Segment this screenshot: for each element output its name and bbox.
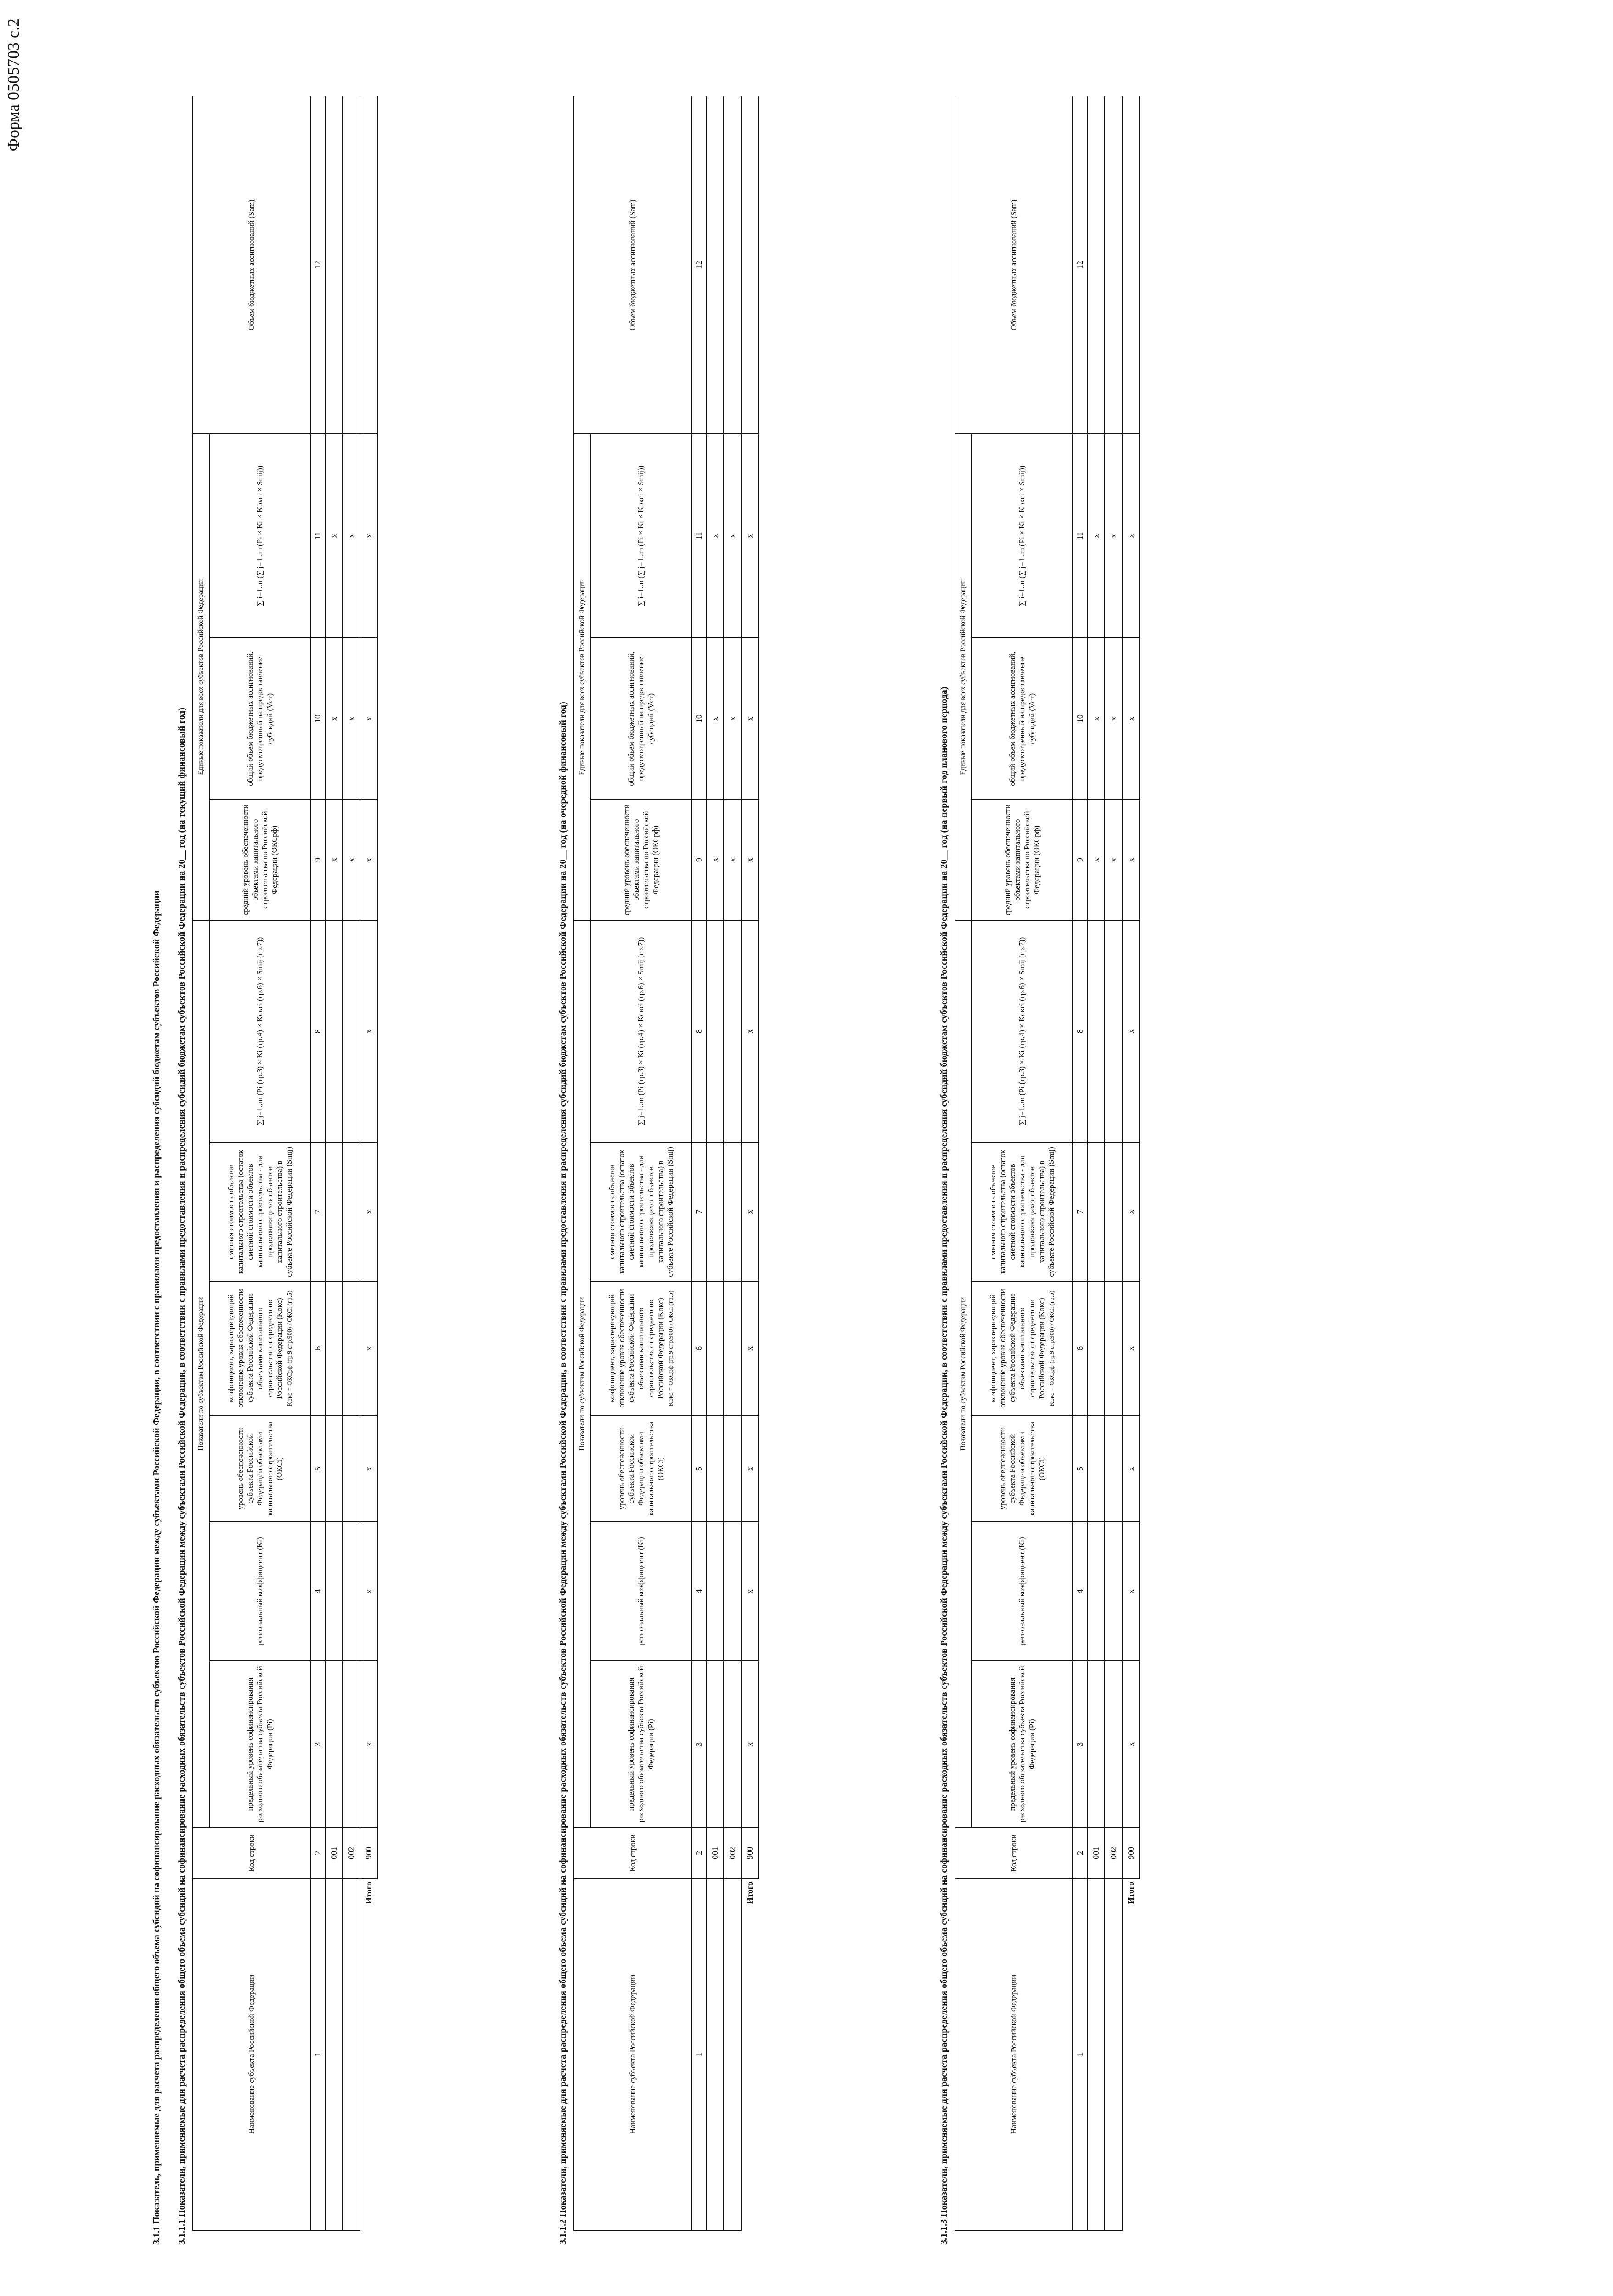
indicators-table — [192, 96, 378, 2231]
section-title: 3.1.1.2 Показатели, применяемые для расчета распределения общего объема субсидий на софинансирование расходных обязательств субъектов Российской Федерации между субъектами Российской Федерации, в соответствии с правилами предоставления и распределения субсидий бюджетам субъектов Российской Федерации на 20__ год (на очередной финансовый год) — [558, 702, 568, 2245]
header-c7: сметная стоимость объектов капитального строительства (остаток сметной стоимости объектов капитального строительства - для продолжающихся объектов капитального строительства) в субъекте Российской Федерации (Smij) — [972, 1142, 1073, 1281]
header-group-subject: Показатели по субъектам Российской Федерации — [955, 920, 972, 1828]
col-num: 12 — [1073, 96, 1087, 434]
cell-x: x — [1122, 800, 1140, 920]
cell-x: x — [360, 1522, 377, 1660]
cell-input[interactable] — [724, 1142, 741, 1281]
cell-input[interactable] — [706, 1142, 724, 1281]
cell-x: x — [741, 638, 759, 800]
col-num: 5 — [310, 1416, 325, 1522]
cell-x: x — [1087, 638, 1105, 800]
col-num: 1 — [310, 1879, 325, 2230]
total-row — [360, 96, 377, 2230]
cell-input[interactable] — [706, 96, 724, 434]
cell-input[interactable] — [325, 1281, 343, 1415]
header-c6-formula: Kокс = ОКСрф (гр.9 стр.900) / ОКСi (гр.5) — [668, 1290, 674, 1407]
cell-input[interactable] — [325, 1522, 343, 1660]
cell-input[interactable] — [325, 1142, 343, 1281]
cell-x: x — [360, 1142, 377, 1281]
cell-subject-name[interactable] — [325, 1879, 343, 2230]
header-group-common: Единые показатели для всех субъектов Российской Федерации — [574, 434, 590, 920]
table-row — [706, 96, 724, 2230]
header-c9: средний уровень обеспеченности объектами капитального строительства по Российской Федерации (ОКСрф) — [972, 800, 1073, 920]
col-num: 7 — [310, 1142, 325, 1281]
form-code: Форма 0505703 с.2 — [4, 18, 22, 152]
column-number-row — [1073, 96, 1087, 2230]
total-label: Итого — [745, 1881, 755, 1904]
col-num: 4 — [691, 1522, 706, 1660]
cell-x: x — [360, 638, 377, 800]
cell-input[interactable] — [325, 920, 343, 1142]
indicators-table — [955, 96, 1140, 2231]
cell-input[interactable] — [724, 1661, 741, 1828]
section-title: 3.1.1.1 Показатели, применяемые для расчета распределения общего объема субсидий на софинансирование расходных обязательств субъектов Российской Федерации между субъектами Российской Федерации, в соответствии с правилами предоставления и распределения субсидий бюджетам субъектов Российской Федерации на 20__ год (на текущий финансовый год) — [177, 707, 187, 2245]
cell-input[interactable] — [706, 920, 724, 1142]
cell-x: x — [343, 434, 360, 638]
header-row-code: Код строки — [574, 1828, 691, 1879]
header-c6-text: коэффициент, характеризующий отклонение уровня обеспеченности субъекта Российской Федерации объектами капитального строительства от среднего по Российской Федерации (Kокс) — [988, 1289, 1046, 1408]
header-c3: предельный уровень софинансирования расходного обязательства субъекта Российской Федерации (Pi) — [972, 1661, 1073, 1828]
col-num: 1 — [1073, 1879, 1087, 2230]
header-c5: уровень обеспеченности субъекта Российской Федерации объектами капитального строительства (ОКСi) — [590, 1416, 691, 1522]
total-label: Итого — [364, 1881, 374, 1904]
cell-x: x — [325, 638, 343, 800]
col-num: 9 — [691, 800, 706, 920]
total-row — [1122, 96, 1140, 2230]
cell-x: x — [1122, 1416, 1140, 1522]
cell-input[interactable] — [1087, 1661, 1105, 1828]
header-c5: уровень обеспеченности субъекта Российской Федерации объектами капитального строительства (ОКСi) — [972, 1416, 1073, 1522]
cell-row-code: 001 — [325, 1828, 343, 1879]
header-c4: региональный коэффициент (Ki) — [590, 1522, 691, 1660]
col-num: 8 — [1073, 920, 1087, 1142]
cell-x: x — [1087, 434, 1105, 638]
header-c11-formula: ∑ i=1..n (∑ j=1..m (Pi × Ki × Kоксi × Smij)) — [972, 434, 1073, 638]
header-c9: средний уровень обеспеченности объектами капитального строительства по Российской Федерации (ОКСрф) — [209, 800, 310, 920]
header-volume: Объем бюджетных ассигнований (Sam) — [574, 96, 691, 434]
header-c10: общий объем бюджетных ассигнований, предусмотренный на предоставление субсидий (Vст) — [590, 638, 691, 800]
header-volume: Объем бюджетных ассигнований (Sam) — [193, 96, 310, 434]
col-num: 10 — [310, 638, 325, 800]
header-subject-name: Наименование субъекта Российской Федерации — [955, 1879, 1073, 2230]
cell-x: x — [1122, 434, 1140, 638]
header-subject-name: Наименование субъекта Российской Федерации — [193, 1879, 310, 2230]
cell-input[interactable] — [325, 96, 343, 434]
cell-x: x — [343, 638, 360, 800]
cell-x: x — [1087, 800, 1105, 920]
header-row-code: Код строки — [955, 1828, 1073, 1879]
cell-input[interactable] — [343, 1281, 360, 1415]
cell-input[interactable] — [724, 1522, 741, 1660]
col-num: 3 — [310, 1661, 325, 1828]
cell-input[interactable] — [343, 1522, 360, 1660]
cell-input[interactable] — [706, 1416, 724, 1522]
cell-x: x — [1105, 800, 1122, 920]
col-num: 8 — [691, 920, 706, 1142]
cell-x: x — [741, 800, 759, 920]
total-code: 900 — [1122, 1828, 1140, 1879]
col-num: 10 — [691, 638, 706, 800]
cell-subject-name[interactable] — [343, 1879, 360, 2230]
col-num: 10 — [1073, 638, 1087, 800]
cell-x: x — [741, 1661, 759, 1828]
cell-row-code: 001 — [1087, 1828, 1105, 1879]
cell-input[interactable] — [1087, 1281, 1105, 1415]
col-num: 2 — [1073, 1828, 1087, 1879]
col-num: 3 — [1073, 1661, 1087, 1828]
column-number-row — [691, 96, 706, 2230]
cell-input[interactable] — [343, 920, 360, 1142]
col-num: 12 — [691, 96, 706, 434]
col-num: 4 — [310, 1522, 325, 1660]
cell-x: x — [360, 1281, 377, 1415]
table-row — [724, 96, 741, 2230]
cell-input[interactable] — [343, 1661, 360, 1828]
header-c11-formula: ∑ i=1..n (∑ j=1..m (Pi × Ki × Kоксi × Smij)) — [209, 434, 310, 638]
cell-x: x — [1122, 1661, 1140, 1828]
header-c3: предельный уровень софинансирования расходного обязательства субъекта Российской Федерации (Pi) — [590, 1661, 691, 1828]
header-c10: общий объем бюджетных ассигнований, предусмотренный на предоставление субсидий (Vст) — [209, 638, 310, 800]
header-group-common: Единые показатели для всех субъектов Российской Федерации — [955, 434, 972, 920]
header-c4: региональный коэффициент (Ki) — [972, 1522, 1073, 1660]
cell-x: x — [741, 434, 759, 638]
header-c6 — [209, 1281, 310, 1415]
main-heading: 3.1.1 Показатель, применяемые для расчета распределения общего объема субсидий на софинансирование расходных обязательств субъектов Российской Федерации между субъектами Российской Федерации, в соответствии с правилами предоставления и распределения субсидий бюджетам субъектов Российской Федерации — [152, 890, 162, 2245]
cell-input[interactable] — [343, 1142, 360, 1281]
cell-input[interactable] — [1105, 1142, 1122, 1281]
cell-input[interactable] — [724, 96, 741, 434]
col-num: 3 — [691, 1661, 706, 1828]
cell-input[interactable] — [706, 1661, 724, 1828]
cell-input[interactable] — [1105, 96, 1122, 434]
header-c8-formula: ∑ j=1..m (Pi (гр.3) × Ki (гр.4) × Kоксi (гр.6) × Smij (гр.7)) — [972, 920, 1073, 1142]
cell-x: x — [343, 800, 360, 920]
cell-input[interactable] — [724, 920, 741, 1142]
total-row — [741, 96, 759, 2230]
header-c6-text: коэффициент, характеризующий отклонение уровня обеспеченности субъекта Российской Федерации объектами капитального строительства от среднего по Российской Федерации (Kокс) — [607, 1289, 665, 1408]
cell-x: x — [360, 434, 377, 638]
col-num: 4 — [1073, 1522, 1087, 1660]
col-num: 6 — [310, 1281, 325, 1415]
header-subject-name: Наименование субъекта Российской Федерации — [574, 1879, 691, 2230]
header-c3: предельный уровень софинансирования расходного обязательства субъекта Российской Федерации (Pi) — [209, 1661, 310, 1828]
table-row — [1087, 96, 1105, 2230]
cell-x: x — [1122, 1281, 1140, 1415]
col-num: 7 — [691, 1142, 706, 1281]
cell-x: x — [1122, 920, 1140, 1142]
column-number-row — [310, 96, 325, 2230]
cell-row-code: 001 — [706, 1828, 724, 1879]
cell-input[interactable] — [325, 1416, 343, 1522]
cell-x: x — [724, 800, 741, 920]
header-row-code: Код строки — [193, 1828, 310, 1879]
cell-x: x — [360, 1416, 377, 1522]
col-num: 6 — [691, 1281, 706, 1415]
cell-subject-name[interactable] — [706, 1879, 724, 2230]
col-num: 6 — [1073, 1281, 1087, 1415]
cell-input[interactable] — [325, 1661, 343, 1828]
cell-x: x — [706, 800, 724, 920]
cell-row-code: 002 — [343, 1828, 360, 1879]
cell-input[interactable] — [1105, 1416, 1122, 1522]
cell-input[interactable] — [343, 96, 360, 434]
col-num: 8 — [310, 920, 325, 1142]
col-num: 9 — [1073, 800, 1087, 920]
cell-subject-name[interactable] — [724, 1879, 741, 2230]
header-c9: средний уровень обеспеченности объектами капитального строительства по Российской Федерации (ОКСрф) — [590, 800, 691, 920]
header-c8-formula: ∑ j=1..m (Pi (гр.3) × Ki (гр.4) × Kоксi (гр.6) × Smij (гр.7)) — [590, 920, 691, 1142]
cell-row-code: 002 — [724, 1828, 741, 1879]
cell-x: x — [360, 1661, 377, 1828]
cell-input[interactable] — [724, 1281, 741, 1415]
col-num: 11 — [691, 434, 706, 638]
col-num: 12 — [310, 96, 325, 434]
col-num: 2 — [691, 1828, 706, 1879]
cell-x: x — [706, 638, 724, 800]
cell-x: x — [325, 800, 343, 920]
cell-row-code: 002 — [1105, 1828, 1122, 1879]
col-num: 11 — [1073, 434, 1087, 638]
col-num: 11 — [310, 434, 325, 638]
header-group-subject: Показатели по субъектам Российской Федерации — [193, 920, 209, 1828]
table-row — [1105, 96, 1122, 2230]
header-c6-text: коэффициент, характеризующий отклонение уровня обеспеченности субъекта Российской Федерации объектами капитального строительства от среднего по Российской Федерации (Kокс) — [226, 1289, 284, 1408]
header-group-common: Единые показатели для всех субъектов Российской Федерации — [193, 434, 209, 920]
total-code: 900 — [741, 1828, 759, 1879]
cell-subject-name[interactable] — [1087, 1879, 1105, 2230]
cell-input[interactable] — [706, 1281, 724, 1415]
header-c11-formula: ∑ i=1..n (∑ j=1..m (Pi × Ki × Kоксi × Smij)) — [590, 434, 691, 638]
cell-input[interactable] — [1105, 1522, 1122, 1660]
cell-input[interactable] — [1087, 1416, 1105, 1522]
cell-x: x — [724, 434, 741, 638]
cell-x: x — [706, 434, 724, 638]
cell-x: x — [741, 1522, 759, 1660]
cell-x: x — [1122, 1142, 1140, 1281]
header-group-subject: Показатели по субъектам Российской Федерации — [574, 920, 590, 1828]
header-c7: сметная стоимость объектов капитального строительства (остаток сметной стоимости объектов капитального строительства - для продолжающихся объектов капитального строительства) в субъекте Российской Федерации (Smij) — [590, 1142, 691, 1281]
cell-x: x — [741, 1281, 759, 1415]
cell-input[interactable] — [1105, 1661, 1122, 1828]
cell-input[interactable] — [724, 1416, 741, 1522]
cell-input[interactable] — [1087, 920, 1105, 1142]
cell-x: x — [724, 638, 741, 800]
header-c6-formula: Kокс = ОКСрф (гр.9 стр.900) / ОКСi (гр.5) — [1049, 1290, 1056, 1407]
total-volume[interactable] — [360, 96, 377, 434]
header-c6-formula: Kокс = ОКСрф (гр.9 стр.900) / ОКСi (гр.5) — [287, 1290, 293, 1407]
cell-x: x — [741, 1142, 759, 1281]
cell-input[interactable] — [343, 1416, 360, 1522]
col-num: 9 — [310, 800, 325, 920]
cell-x: x — [741, 920, 759, 1142]
cell-x: x — [1122, 638, 1140, 800]
cell-x: x — [741, 1416, 759, 1522]
header-c7: сметная стоимость объектов капитального строительства (остаток сметной стоимости объектов капитального строительства - для продолжающихся объектов капитального строительства) в субъекте Российской Федерации (Smij) — [209, 1142, 310, 1281]
header-c4: региональный коэффициент (Ki) — [209, 1522, 310, 1660]
cell-x: x — [1105, 638, 1122, 800]
cell-x: x — [360, 800, 377, 920]
indicators-table — [573, 96, 759, 2231]
header-c8-formula: ∑ j=1..m (Pi (гр.3) × Ki (гр.4) × Kоксi (гр.6) × Smij (гр.7)) — [209, 920, 310, 1142]
cell-input[interactable] — [706, 1522, 724, 1660]
table-row — [343, 96, 360, 2230]
total-volume[interactable] — [741, 96, 759, 434]
cell-input[interactable] — [1105, 1281, 1122, 1415]
table-row — [325, 96, 343, 2230]
cell-input[interactable] — [1087, 96, 1105, 434]
col-num: 5 — [691, 1416, 706, 1522]
header-c5: уровень обеспеченности субъекта Российской Федерации объектами капитального строительства (ОКСi) — [209, 1416, 310, 1522]
cell-x: x — [360, 920, 377, 1142]
header-c10: общий объем бюджетных ассигнований, предусмотренный на предоставление субсидий (Vст) — [972, 638, 1073, 800]
col-num: 7 — [1073, 1142, 1087, 1281]
section-title: 3.1.1.3 Показатели, применяемые для расчета распределения общего объема субсидий на софинансирование расходных обязательств субъектов Российской Федерации между субъектами Российской Федерации, в соответствии с правилами предоставления и распределения субсидий бюджетам субъектов Российской Федерации на 20__ год (на первый год планового периода) — [939, 687, 949, 2245]
total-code: 900 — [360, 1828, 377, 1879]
cell-input[interactable] — [1087, 1522, 1105, 1660]
cell-input[interactable] — [1087, 1142, 1105, 1281]
cell-x: x — [1122, 1522, 1140, 1660]
col-num: 5 — [1073, 1416, 1087, 1522]
cell-x: x — [325, 434, 343, 638]
total-volume[interactable] — [1122, 96, 1140, 434]
col-num: 1 — [691, 1879, 706, 2230]
cell-input[interactable] — [1105, 920, 1122, 1142]
header-c6 — [972, 1281, 1073, 1415]
header-c6 — [590, 1281, 691, 1415]
total-label: Итого — [1126, 1881, 1136, 1904]
header-volume: Объем бюджетных ассигнований (Sam) — [955, 96, 1073, 434]
cell-x: x — [1105, 434, 1122, 638]
cell-subject-name[interactable] — [1105, 1879, 1122, 2230]
col-num: 2 — [310, 1828, 325, 1879]
